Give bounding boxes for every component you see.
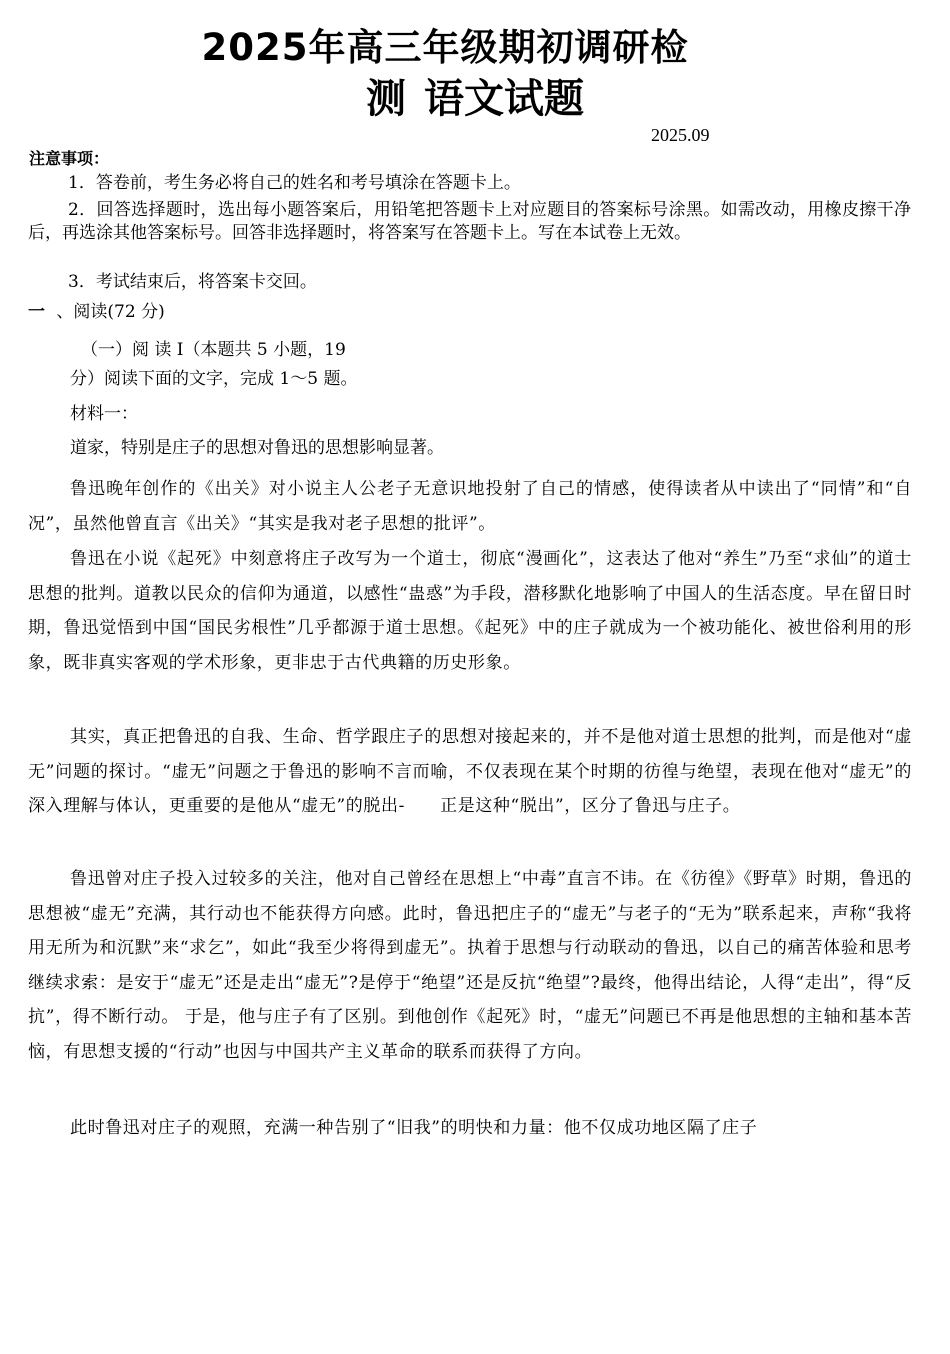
exam-title-line-2 (0, 76, 950, 122)
section-title: 、阅读(72 分) (56, 302, 165, 322)
notice-item-1: 1．答卷前，考生务必将自己的姓名和考号填涂在答题卡上。 (68, 173, 521, 193)
reading-intro-line-1: （一）阅 读 I（本题共 5 小题，19 (81, 340, 346, 360)
reading-paragraph-2: 鲁迅在小说《起死》中刻意将庄子改写为一个道士，彻底“漫画化”，这表达了他对“养生”乃至“求仙”的道士思想的批判。道教以民众的信仰为通道，以感性“蛊惑”为手段，潜移默化地影响了中国人的生活态度。早在留日时期，鲁迅觉悟到中国“国民劣根性”几乎都源于道士思想。《起死》中的庄子就成为一个被功能化、被世俗利用的形象，既非真实客观的学术形象，更非忠于古代典籍的历史形象。 (28, 549, 912, 673)
exam-title-line-2-part-b: 语文试题 (424, 76, 584, 122)
reading-intro (70, 336, 430, 394)
notice-item-2: 2．回答选择题时，选出每小题答案后，用铅笔把答题卡上对应题目的答案标号涂黑。如需改动，用橡皮擦干净后，再选涂其他答案标号。回答非选择题时，将答案写在答题卡上。写在本试卷上无效。 (28, 200, 911, 243)
exam-date: 2025.09 (651, 125, 710, 145)
reading-paragraph-4: 鲁迅曾对庄子投入过较多的关注，他对自己曾经在思想上“中毒”直言不讳。在《彷徨》《野草》时期，鲁迅的思想被“虚无”充满，其行动也不能获得方向感。此时，鲁迅把庄子的“虚无”与老子的“无为”联系起来，声称“我将用无所为和沉默”来“求乞”，如此“我至少将得到虚无”。执着于思想与行动联动的鲁迅，以自己的痛苦体验和思考继续求索：是安于“虚无”还是走出“虚无”?是停于“绝望”还是反抗“绝望”?最终，他得出结论，人得“走出”，得“反抗”，得不断行动。 于是，他与庄子有了区别。到他创作《起死》时，“虚无”问题已不再是他思想的主轴和基本苦 恼，有思想支援的“行动”也因与中国共产主义革命的联系而获得了方向。 (28, 869, 936, 1062)
material-label: 材料一： (70, 404, 138, 424)
exam-title-line-2-part-a: 测 (366, 76, 406, 122)
reading-lead-sentence: 道家，特别是庄子的思想对鲁迅的思想影响显著。 (70, 438, 444, 458)
section-heading (28, 300, 165, 324)
section-number: 一 (28, 302, 51, 322)
notice-item-3: 3．考试结束后，将答案卡交回。 (68, 272, 317, 292)
reading-paragraph-5: 此时鲁迅对庄子的观照，充满一种告别了“旧我”的明快和力量：他不仅成功地区隔了庄子 (70, 1118, 758, 1138)
reading-paragraph-1: 鲁迅晚年创作的《出关》对小说主人公老子无意识地投射了自己的情感，使得读者从中读出了“同情”和“自况”，虽然他曾直言《出关》“其实是我对老子思想的批评”。 (28, 479, 912, 534)
exam-title-line-1: 2025年高三年级期初调研检 (201, 26, 689, 69)
reading-paragraph-3: 其实，真正把鲁迅的自我、生命、哲学跟庄子的思想对接起来的，并不是他对道士思想的批判，而是他对“虚无”问题的探讨。“虚无”问题之于鲁迅的影响不言而喻，不仅表现在某个时期的彷徨与绝望，表现在他对“虚无”的深入理解与体认，更重要的是他从“虚无”的脱出- 正是这种“脱出”，区分了鲁迅与庄子。 (28, 727, 912, 816)
notice-heading: 注意事项： (29, 149, 110, 168)
reading-intro-line-2: 分）阅读下面的文字，完成 1～5 题。 (70, 369, 358, 389)
